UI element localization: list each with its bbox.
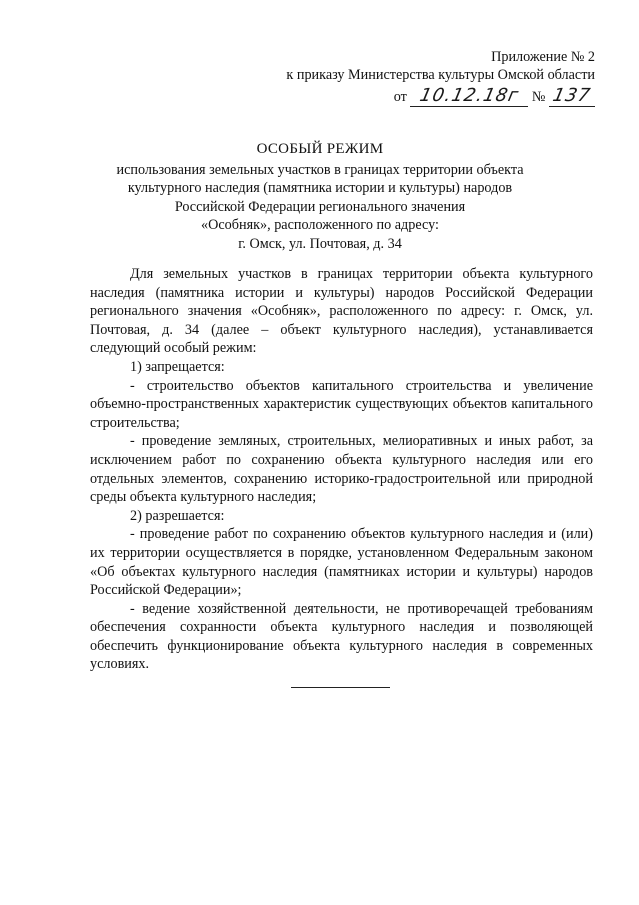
body-paragraph: - ведение хозяйственной деятельности, не противоречащей требованиям обеспечения сохранности объекта культурного наследия и позволяющей обеспечить функционирование объекта культурного наследия в современных условиях. <box>90 600 593 673</box>
body-paragraph: 2) разрешается: <box>130 507 225 524</box>
title-line: культурного наследия (памятника истории и культуры) народов <box>127 180 513 197</box>
from-label: от <box>393 89 407 105</box>
title-line: использования земельных участков в границах территории объекта <box>116 161 524 178</box>
date-field <box>410 87 528 107</box>
closing-rule <box>291 687 390 688</box>
body-paragraph: - проведение земляных, строительных, мелиоративных и иных работ, за исключением работ по сохранению объекта культурного наследия или его отдельных элементов, сохранению историко-градостроительной или природной среды объекта культурного наследия; <box>90 433 593 506</box>
document-title <box>80 140 560 254</box>
body-paragraph: - строительство объектов капитального строительства и увеличение объемно-пространственных характеристик существующих объектов капитального строительства; <box>90 377 593 431</box>
title-line: «Особняк», расположенного по адресу: <box>201 217 439 234</box>
body-paragraph: 1) запрещается: <box>130 358 225 375</box>
title-line: г. Омск, ул. Почтовая, д. 34 <box>238 235 402 252</box>
handwritten-date: 10.12.18г <box>417 85 522 106</box>
document-body <box>90 265 593 674</box>
appendix-date-number-line <box>286 87 595 109</box>
appendix-header <box>286 48 595 109</box>
body-paragraph: - проведение работ по сохранению объектов культурного наследия и (или) их территории осуществляется в порядке, установленном Федеральным законом «Об объектах культурного наследия (памятниках истории и культуры) народов Российской Федерации»; <box>90 526 593 599</box>
number-label: № <box>531 89 546 105</box>
body-paragraph: Для земельных участков в границах территории объекта культурного наследия (памятника истории и культуры) народов Российской Федерации регионального значения «Особняк», расположенного по адресу: г. Омск, ул. Почтовая, д. 34 (далее – объект культурного наследия), устанавливается следующий особый режим: <box>90 266 593 357</box>
appendix-order-reference: к приказу Министерства культуры Омской области <box>286 67 595 83</box>
number-field <box>549 87 595 107</box>
title-line: Российской Федерации регионального значения <box>174 198 466 215</box>
appendix-number: Приложение № 2 <box>491 49 595 65</box>
handwritten-number: 137 <box>551 85 594 106</box>
title-main: ОСОБЫЙ РЕЖИМ <box>256 141 384 157</box>
